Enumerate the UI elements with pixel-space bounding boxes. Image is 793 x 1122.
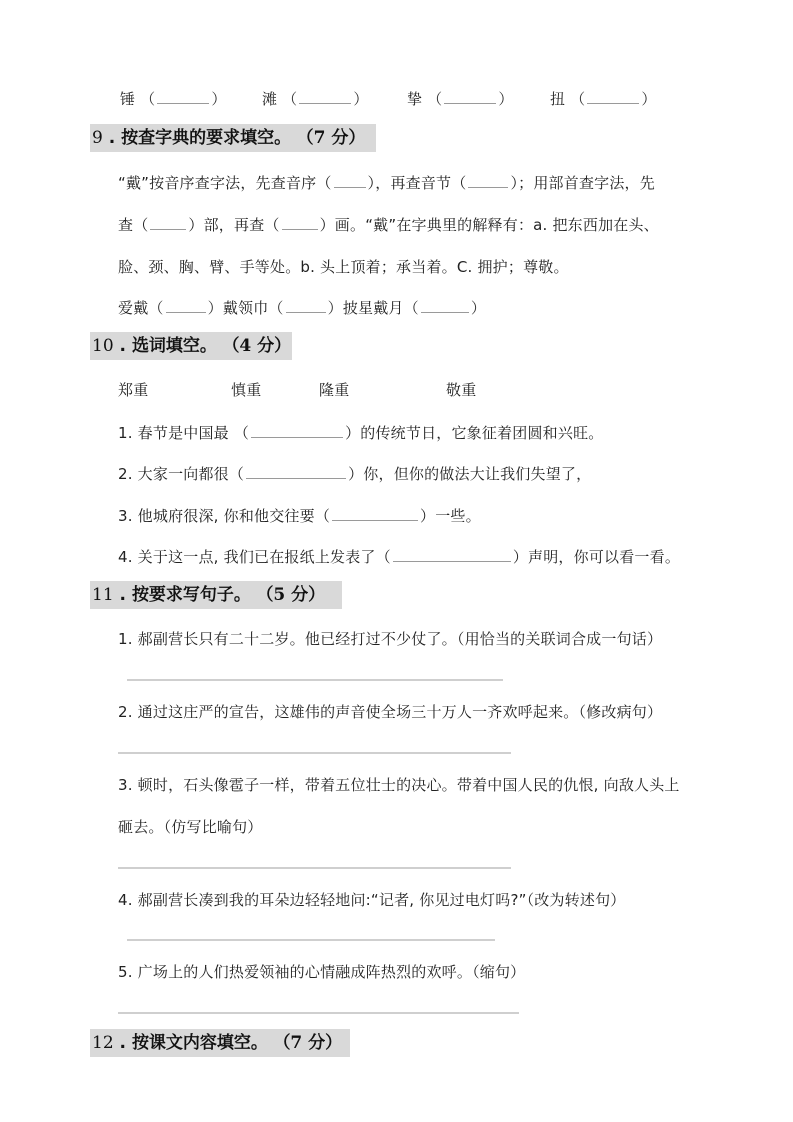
close-paren: ）: [327, 299, 343, 317]
text: ）部，再查（: [188, 216, 280, 234]
open-paren: （: [268, 299, 284, 317]
char-item: [407, 88, 514, 109]
word-option: 隆重: [319, 381, 350, 399]
question-heading-12: [90, 1029, 350, 1057]
question-title: 按查字典的要求填空。: [121, 128, 292, 148]
q11-item-3: 3. 顿时，石头像雹子一样，带着五位壮士的决心。带着中国人民的仇恨, 向敌人头上: [118, 776, 680, 794]
text: “戴”按音序查字法，先查音序（: [118, 174, 332, 192]
text: 4. 关于这一点, 我们已在报纸上发表了（: [118, 548, 391, 566]
char-item: [262, 88, 369, 109]
text: ）画。“戴”在字典里的解释有：a. 把东西加在头、: [319, 216, 659, 234]
answer-blank[interactable]: [444, 89, 496, 104]
pinyin-row: [120, 88, 227, 109]
word-option: 敬重: [446, 381, 477, 399]
text: ），再查音节（: [367, 174, 467, 192]
open-paren: （: [282, 90, 298, 108]
q10-item-1: [118, 422, 603, 443]
word-option: 慎重: [231, 381, 262, 399]
heading-dot: .: [113, 585, 132, 605]
char-label: 扭: [550, 90, 566, 108]
q9-line-1: [118, 172, 655, 193]
question-number: 10: [92, 336, 114, 356]
q11-item-1: 1. 郝副营长只有二十二岁。他已经打过不少仗了。（用恰当的关联词合成一句话）: [118, 630, 663, 648]
q9-line-2: [118, 214, 659, 235]
answer-blank[interactable]: [587, 89, 639, 104]
q10-item-4: [118, 546, 680, 567]
question-number: 12: [92, 1033, 114, 1053]
text: 2. 大家一向都很（: [118, 465, 245, 483]
open-paren: （: [140, 90, 156, 108]
heading-dot: .: [113, 336, 132, 356]
answer-line[interactable]: [127, 679, 503, 681]
question-title: 按课文内容填空。: [131, 1033, 268, 1053]
char-label: 滩: [262, 90, 278, 108]
question-title: 按要求写句子。: [131, 585, 251, 605]
answer-blank[interactable]: [246, 464, 346, 479]
text: ）声明，你可以看一看。: [512, 548, 681, 566]
text: ）你，但你的做法大让我们失望了，: [348, 465, 592, 483]
close-paren: ）: [207, 299, 223, 317]
answer-blank[interactable]: [166, 298, 206, 313]
open-paren: （: [427, 90, 443, 108]
text: 查（: [118, 216, 149, 234]
answer-line[interactable]: [118, 752, 511, 754]
answer-blank[interactable]: [150, 215, 186, 230]
answer-blank[interactable]: [393, 547, 511, 562]
answer-blank[interactable]: [157, 89, 209, 104]
answer-blank[interactable]: [421, 298, 469, 313]
char-item: [550, 88, 657, 109]
close-paren: ）: [498, 90, 514, 108]
question-score: （5 分）: [264, 585, 326, 605]
close-paren: ）: [470, 299, 487, 317]
answer-line[interactable]: [118, 1012, 519, 1014]
word-option: 郑重: [118, 381, 149, 399]
answer-blank[interactable]: [468, 173, 508, 188]
answer-line[interactable]: [118, 867, 511, 869]
heading-dot: .: [113, 1033, 132, 1053]
question-heading-9: [90, 124, 376, 152]
text: ）的传统节日，它象征着团圆和兴旺。: [345, 424, 604, 442]
q10-item-2: [118, 463, 591, 484]
question-score: （4 分）: [230, 336, 292, 356]
text: ）；用部首查字法，先: [510, 174, 655, 192]
char-label: 锤: [120, 90, 136, 108]
question-title: 选词填空。: [131, 336, 217, 356]
answer-blank[interactable]: [332, 506, 418, 521]
q11-item-2: 2. 通过这庄严的宣告，这雄伟的声音使全场三十万人一齐欢呼起来。（修改病句）: [118, 703, 663, 721]
word-label: 披星戴月: [342, 299, 404, 317]
answer-blank[interactable]: [286, 298, 326, 313]
answer-line[interactable]: [127, 939, 495, 941]
text: 1. 春节是中国最 （: [118, 424, 250, 442]
q11-item-4: 4. 郝副营长凑到我的耳朵边轻轻地问:“记者, 你见过电灯吗?”（改为转述句）: [118, 891, 626, 909]
close-paren: ）: [641, 90, 657, 108]
question-heading-10: [90, 332, 292, 360]
open-paren: （: [403, 299, 419, 317]
answer-blank[interactable]: [334, 173, 366, 188]
q10-item-3: [118, 505, 481, 526]
q9-line-4: [118, 297, 486, 318]
word-label: 爱戴: [118, 299, 149, 317]
text: 3. 他城府很深, 你和他交往要（: [118, 507, 331, 525]
question-heading-11: [90, 581, 342, 609]
q11-item-5: 5. 广场上的人们热爱领袖的心情融成阵热烈的欢呼。（缩句）: [118, 963, 526, 981]
open-paren: （: [570, 90, 586, 108]
question-number: 9: [92, 128, 103, 148]
close-paren: ）: [211, 90, 227, 108]
close-paren: ）: [353, 90, 369, 108]
question-score: （7 分）: [281, 1033, 343, 1053]
question-number: 11: [92, 585, 114, 605]
answer-blank[interactable]: [282, 215, 318, 230]
word-label: 戴领巾: [222, 299, 269, 317]
q11-item-3-cont: 砸去。（仿写比喻句）: [118, 818, 263, 836]
open-paren: （: [148, 299, 164, 317]
answer-blank[interactable]: [299, 89, 351, 104]
text: ）一些。: [420, 507, 481, 525]
question-score: （7 分）: [305, 128, 366, 148]
answer-blank[interactable]: [251, 423, 343, 438]
char-label: 挚: [407, 90, 423, 108]
q9-line-3: 脸、颈、胸、臂、手等处。b. 头上顶着；承当着。C. 拥护；尊敬。: [118, 258, 569, 276]
char-item: [120, 90, 227, 108]
heading-dot: .: [102, 128, 122, 148]
